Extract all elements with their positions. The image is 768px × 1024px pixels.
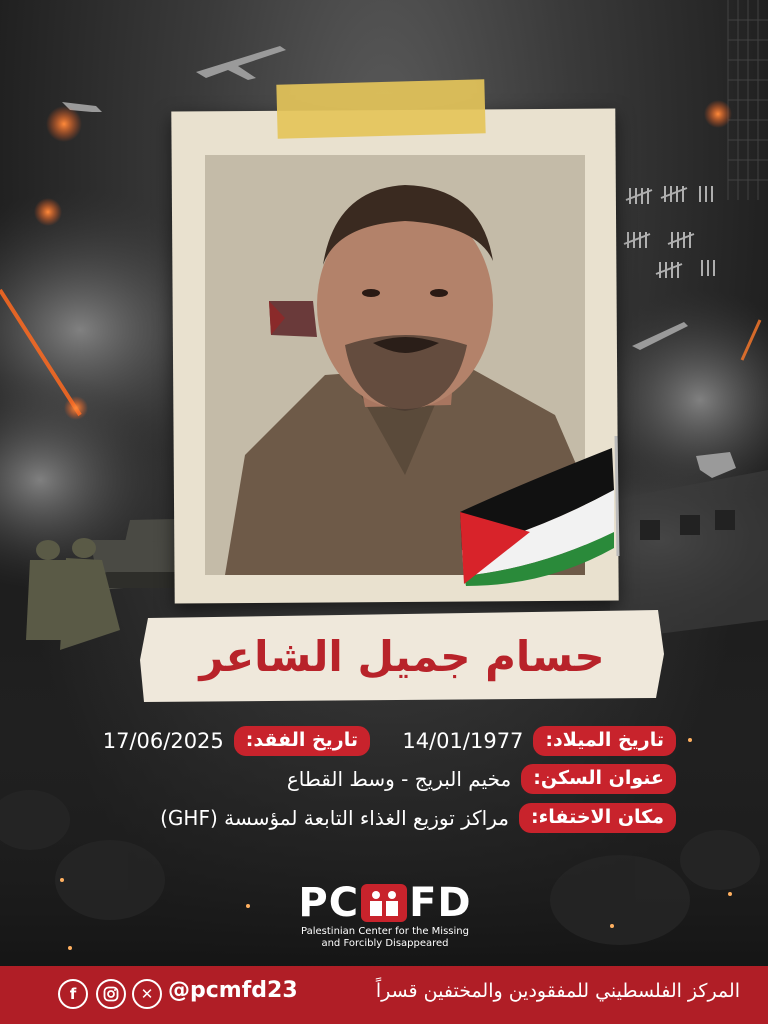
tape-strip — [276, 79, 485, 138]
person-name: حسام جميل الشاعر — [199, 631, 605, 681]
birth-label: تاريخ الميلاد: — [533, 726, 676, 756]
disappearance-row — [160, 803, 676, 833]
residence-value: مخيم البريج - وسط القطاع — [286, 767, 512, 791]
logo-right-text: FD — [409, 880, 472, 926]
facebook-icon[interactable]: f — [58, 979, 88, 1009]
residence-label: عنوان السكن: — [521, 764, 676, 794]
pcmfd-logo — [280, 880, 490, 960]
instagram-icon[interactable] — [96, 979, 126, 1009]
footer-bar — [0, 966, 768, 1024]
logo-left-text: PC — [298, 880, 360, 926]
birth-row — [402, 726, 676, 756]
loss-label: تاريخ الفقد: — [234, 726, 370, 756]
organization-name: المركز الفلسطيني للمفقودين والمختفين قسراً — [375, 980, 740, 1002]
disappearance-value: مراكز توزيع الغذاء التابعة لمؤسسة (GHF) — [160, 806, 509, 830]
social-handle[interactable]: @pcmfd23 — [168, 978, 298, 1003]
logo-subtitle-2: and Forcibly Disappeared — [321, 938, 449, 949]
residence-row — [287, 764, 676, 794]
logo-subtitle-1: Palestinian Center for the Missing — [301, 926, 469, 937]
loss-value: 17/06/2025 — [102, 729, 224, 753]
x-icon[interactable]: ✕ — [132, 979, 162, 1009]
logo-figures-icon — [361, 884, 407, 922]
palestine-flag-icon — [456, 436, 626, 588]
birth-value: 14/01/1977 — [402, 729, 524, 753]
name-banner — [138, 608, 666, 704]
disappearance-label: مكان الاختفاء: — [519, 803, 676, 833]
loss-row — [103, 726, 370, 756]
